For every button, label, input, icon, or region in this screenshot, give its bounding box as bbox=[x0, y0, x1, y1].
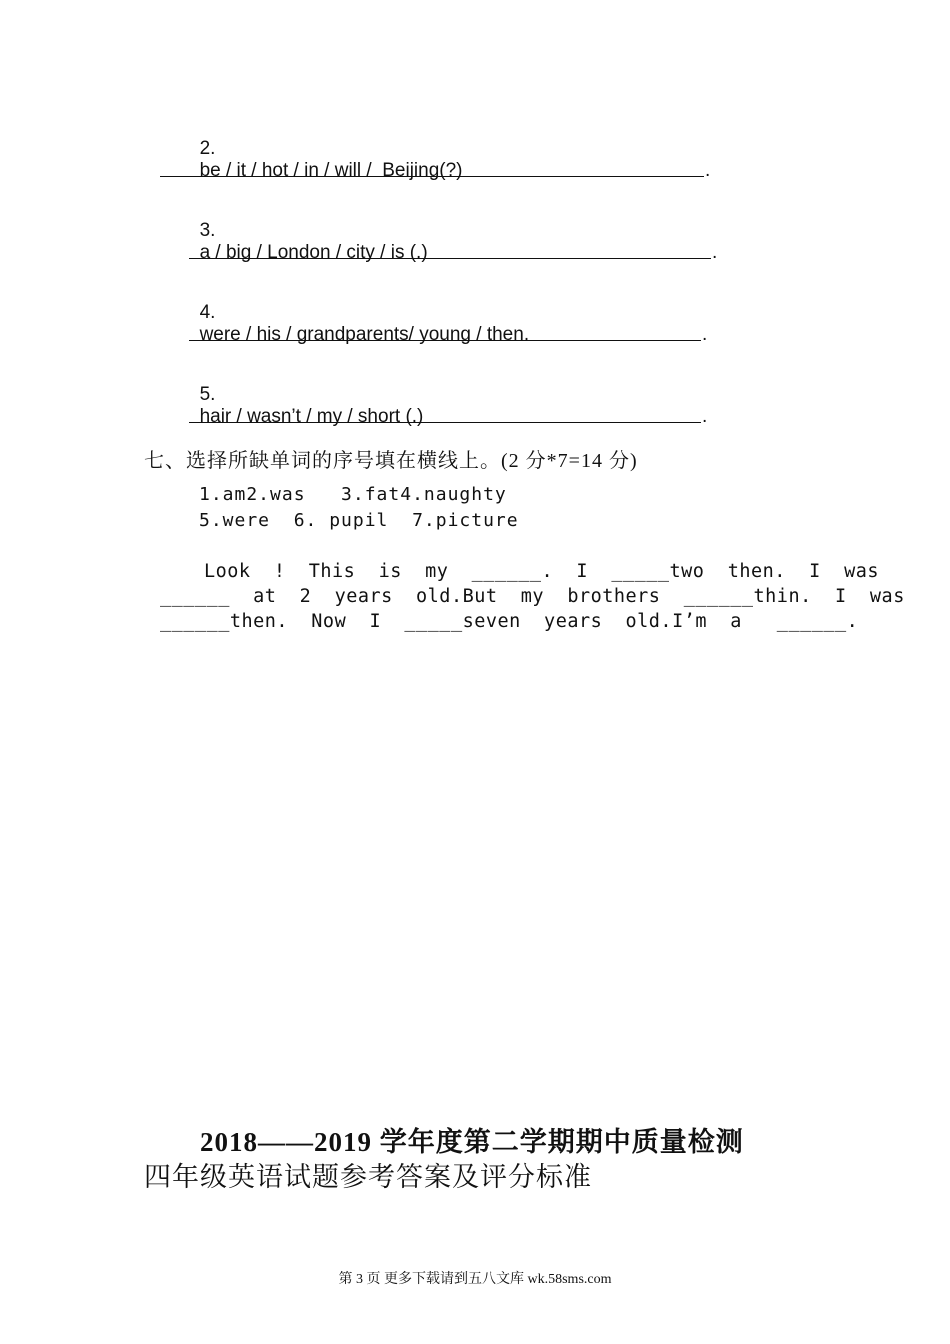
section-heading: 七、选择所缺单词的序号填在横线上。(2 分*7=14 分) bbox=[144, 450, 638, 472]
answer-line[interactable] bbox=[189, 422, 701, 423]
answer-key-subtitle: 四年级英语试题参考答案及评分标准 bbox=[144, 1162, 592, 1192]
question-text: hair / wasn’t / my / short (.) bbox=[199, 406, 424, 427]
answer-line[interactable] bbox=[189, 258, 711, 259]
question-text: a / big / London / city / is (.) bbox=[199, 242, 428, 263]
question-2 bbox=[189, 116, 463, 182]
answer-period: . bbox=[712, 242, 718, 263]
passage-line-3: ______then. Now I _____seven years old.I’m a ______. bbox=[160, 611, 859, 632]
question-number: 2. bbox=[199, 138, 216, 159]
answer-period: . bbox=[702, 406, 708, 427]
word-options-line-2: 5.were 6. pupil 7.picture bbox=[199, 510, 519, 531]
question-3 bbox=[189, 198, 428, 264]
word-options-line-1: 1.am2.was 3.fat4.naughty bbox=[199, 484, 507, 505]
question-number: 5. bbox=[199, 384, 216, 405]
passage-line-1: Look ! This is my ______. I _____two then. I was bbox=[204, 561, 880, 582]
passage-line-2: ______ at 2 years old.But my brothers ______thin. I was bbox=[160, 586, 905, 607]
question-number: 4. bbox=[199, 302, 216, 323]
answer-period: . bbox=[702, 324, 708, 345]
answer-line[interactable] bbox=[189, 340, 701, 341]
answer-key-title: 2018——2019 学年度第二学期期中质量检测 bbox=[200, 1127, 744, 1157]
page-footer: 第 3 页 更多下载请到五八文库 wk.58sms.com bbox=[338, 1272, 612, 1287]
question-5 bbox=[189, 362, 423, 428]
question-number: 3. bbox=[199, 220, 216, 241]
question-4 bbox=[189, 280, 529, 346]
answer-line[interactable] bbox=[160, 176, 704, 177]
answer-period: . bbox=[705, 160, 711, 181]
question-text: be / it / hot / in / will / Beijing(?) bbox=[199, 160, 463, 181]
question-text: were / his / grandparents/ young / then. bbox=[199, 324, 530, 345]
